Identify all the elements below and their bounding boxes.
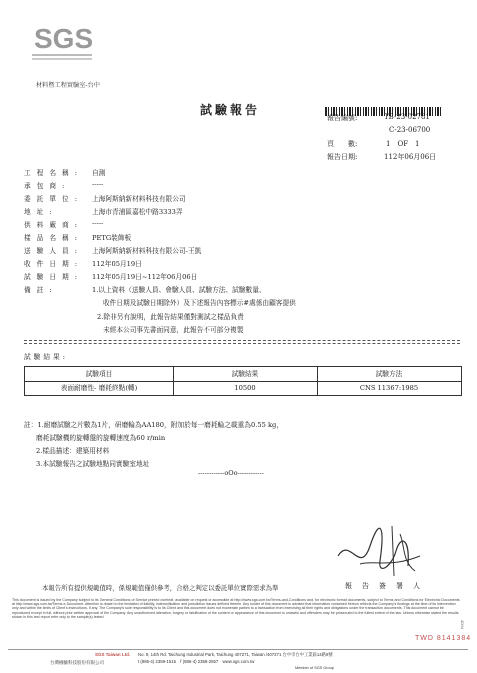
remark-2: 2.樣品描述：建築用材料 (36, 447, 110, 455)
sgs-logo (32, 20, 92, 64)
page-label: 頁 數: (327, 140, 358, 148)
remark-1: 註：1.耐磨試驗之片數為1片，研磨輪為AA180，附加於每一磨耗輪之載重為0.55 kg， (24, 421, 284, 429)
col-header-item: 試驗項目 (85, 370, 113, 378)
results-table (24, 366, 462, 396)
report-no-1: TB-23-02781 (384, 113, 430, 121)
table-vline-2 (317, 367, 318, 395)
date-value: 112年06月06日 (384, 153, 437, 161)
table-hline (25, 381, 461, 382)
results-heading: 試驗結果: (24, 353, 69, 361)
divider-2 (24, 343, 460, 344)
cell-item: 表面耐磨性- 磨耗終點(轉) (60, 384, 138, 392)
footer-statement: 本報告所有提供規範值時，係規範值僅供參考，合格之判定以委託單位實際需求為準 (42, 584, 279, 592)
footer-divider (8, 649, 468, 650)
report-no-2: C-23-06700 (389, 126, 431, 134)
serial-number: TWD 8141384 (415, 635, 472, 642)
table-header-row (25, 367, 461, 381)
note-line-2: 收件日期及試驗日期除外）及下述報告內容標示#處係由顧客提供 (103, 299, 296, 307)
signatory-caption: 報告簽署人 (345, 582, 430, 590)
lab-name: 材料暨工程實驗室-台中 (36, 82, 100, 89)
report-no-label: 報告編號: (327, 114, 358, 122)
vertical-code: 4004 (460, 620, 465, 629)
page-value: 1 OF 1 (386, 140, 420, 148)
report-title: 試驗報告 (200, 103, 261, 117)
fine-print: This document is issued by the Company subject to its General Conditions of Service printed overleaf, available on request or accessible at http://www.sgs.com.tw/Terms-and-Conditions and, for electronic format documents, subject to Terms and Conditions for Electronic Documents at http://www.sgs.com.tw/Terms-e-Document. Attention is drawn to the limitation of liability, indemnification and jurisdiction issues defined therein. Any holder of this document is advised that information contained hereon reflects the Company's findings at the time of its intervention only and within the limits of Client's instructions, if any. The Company's sole responsibility is to its Client and this document does not exonerate parties to a transaction from exercising all their rights and obligations under the transaction documents. This document cannot be reproduced except in full, without prior written approval of the Company. Any unauthorized alteration, forgery or falsification of the content or appearance of this document is unlawful and offenders may be prosecuted to the fullest extent of the law. Unless otherwise stated the results shown in this test report refer only to the sample(s) tested. (12, 598, 460, 619)
company-address: No. 9, 14th Rd. Taichung Industrial Park, Taichung 407271, Taiwan /407271 台中市台中工業區14路9號 (138, 652, 333, 657)
end-mark: ------------oOo------------ (198, 469, 264, 477)
note-line-3: 2.除非另有說明，此報告結果僅對測試之樣品負責 (97, 313, 244, 321)
table-row (25, 381, 461, 395)
company-name-cn: 台灣檢驗科技股份有限公司 (50, 661, 104, 666)
date-label: 報告日期: (327, 153, 358, 161)
barcode (325, 101, 443, 110)
note-line-4: 未經本公司事先書面同意，此報告不可部分複製 (103, 326, 244, 334)
cell-result: 10500 (234, 384, 256, 392)
member-of-group: Member of SGS Group (295, 666, 334, 670)
divider-1 (24, 340, 460, 341)
handwritten-signature (330, 516, 430, 586)
col-header-method: 試驗方法 (375, 370, 403, 378)
col-header-result: 試驗結果 (231, 370, 259, 378)
remark-3: 3.本試驗報告之試驗地點同實驗室地址 (36, 460, 150, 468)
remark-1b: 磨耗試驗機的旋轉盤的旋轉速度為60 r/min (36, 434, 166, 442)
company-name: SGS Taiwan Ltd. (95, 652, 131, 657)
svg-text:SGS: SGS (34, 23, 92, 54)
table-vline-1 (173, 367, 174, 395)
company-phone: t (886-4) 2359-1515 f (886-4) 2359-2557 www.sgs.com.tw (138, 659, 255, 664)
cell-method: CNS 11367:1985 (359, 384, 419, 392)
